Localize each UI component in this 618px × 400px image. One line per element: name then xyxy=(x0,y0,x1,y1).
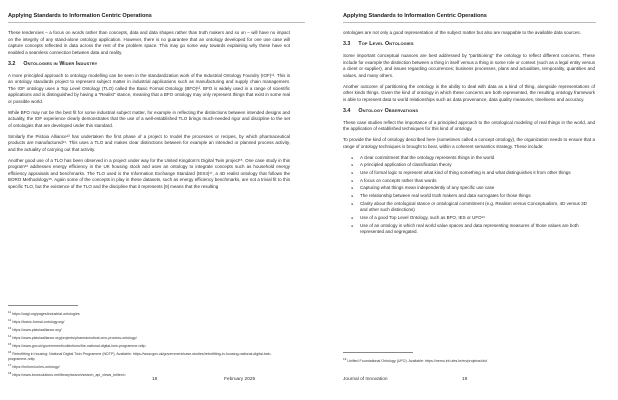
footnote: $^{16}$ Retrofitting in housing: National Digital Twin Programme (NDTP). Available: https://www.gov.uk/government/case-studies/retrofitting-in-housing-national-digital-twin-programme-ndtp xyxy=(8,349,272,362)
footnote: $^{12}$ https://basic-formal-ontology.org/ xyxy=(8,317,65,325)
list-item: ● A principled application of classification theory xyxy=(360,162,595,169)
section-heading xyxy=(343,41,595,48)
right-body-text xyxy=(343,30,595,240)
list-item: ● Use of a good Top Level Ontology, such as BFO, IES or UFO¹⁹ xyxy=(360,215,595,222)
paragraph: While BFO may not be the best fit for some industrial subject matter, for example in reflecting the distinctions between intended designs and actuality, the IOF experience clearly demonstrates that the use of a well-established TLO brings much-needed rigor and discipline to the set of ontologies that are developed under this standard. xyxy=(8,109,290,128)
footnote-link[interactable]: https://hellomi.io/ies-ontology/ xyxy=(12,365,60,370)
footnote-link[interactable]: Retrofitting in housing: National Digital Twin Programme (NDTP). Available: https://www.gov.uk/government/case-studies/retrofitting-in-housing-national-digital-twin-programme-ndtp xyxy=(8,352,272,362)
left-body-text xyxy=(8,30,290,195)
right-page xyxy=(309,0,618,400)
footnote: $^{14}$ https://www.pistoiaalliance.org/projects/pharmaceutical-cmc-process-ontology/ xyxy=(8,333,137,341)
list-item: ● Use of an ontology in which real world value spaces and data representing measures of those values are both represented and segregated. xyxy=(360,223,595,236)
paragraph: Another good use of a TLO has been observed in a project under way for the United Kingdom's Digital Twin project¹⁵. One case study in this program¹⁶ addresses energy efficiency in the UK housing stock and uses an ontology to integrate concepts such as household energy efficiency appraisals and benchmarks. The TLO used is the Information Exchange Standard (IES4)¹⁷, a 4D realist ontology that follows the BORO Methodology¹⁸. Again some of the concepts in play in these datasets, such as energy efficiency benchmarks, are not a trivial fit to this specific TLO, but the existence of the TLO and the discipline that it represents [9] means that the resulting xyxy=(8,157,290,189)
footer-date: February 2025 xyxy=(224,377,256,382)
list-item: ● Capturing what things mean independently of any specific use case xyxy=(360,185,595,192)
bullet-list xyxy=(343,155,595,236)
paragraph: To provide the kind of ontology described here (sometimes called a concept ontology), the organization needs to ensure that a range of ontology techniques is brought to bear, within a coherent semantics strategy. These include: xyxy=(343,137,595,149)
section-number: 3.2 xyxy=(8,60,16,67)
footnotes xyxy=(343,357,595,365)
paragraph: ontologies are not only a good representation of the subject matter but also are mappable to the available data sources. xyxy=(343,30,581,35)
footnote-link[interactable]: https://oagi.org/pages/industrial-ontologies xyxy=(12,312,80,317)
footnote: $^{13}$ https://www.pistoiaalliance.org/ xyxy=(8,325,62,333)
paragraph: These case studies reflect the importance of a principled approach to the ontological modeling of real things in the world, and the application of established techniques for this kind of ontology. xyxy=(343,119,595,131)
paragraph: A more principled approach to ontology modelling can be seen in the standardization work of the Industrial Ontology Foundry (IOF)¹¹. This is an ontology standards project to represent subject matter in industrial applications such as manufacturing and supply chain management. The IOF ontology uses a Top Level Ontology (TLO) called the Basic Formal Ontology (BFO)¹². BFO is widely used in a range of scientific applications and is distinguished by having a "Realist" stance, meaning that a BFO ontology may only represent things that exist in some real or possible world. xyxy=(8,72,290,104)
section-title: Ontologies in Wider Industry xyxy=(23,60,98,67)
footer-journal: Journal of Innovation xyxy=(343,377,388,382)
footnote-link[interactable]: https://www.pistoiaalliance.org/projects/pharmaceutical-cmc-process-ontology/ xyxy=(12,336,137,341)
running-head: Applying Standards to Information Centric Operations xyxy=(343,13,487,19)
section-number: 3.4 xyxy=(343,107,351,114)
footnote-rule xyxy=(343,352,413,353)
section-title: Ontology Observations xyxy=(358,107,419,114)
footnote-link[interactable]: https://www.borosolutions.net/library/search/search_api_views_fulltext= xyxy=(12,373,126,378)
page-number: 19 xyxy=(462,377,468,382)
footnote: $^{15}$ https://www.gov.uk/government/collections/the-national-digital-twin-programme-ndtp xyxy=(8,341,146,349)
list-item: ● A focus on concepts rather than words xyxy=(360,178,595,185)
list-item: ● Clarity about the ontological stance or ontological commitment (e.g. Realism versus Conceptualism, 4D versus 3D and other such distinctions) xyxy=(360,201,595,214)
footnote: $^{19}$ Unified Foundational Ontology (UFO). Available: https://nemo.inf.ufes.br/en/projetos/ufo/ xyxy=(343,357,488,364)
footnote: $^{17}$ https://hellomi.io/ies-ontology/ xyxy=(8,362,60,370)
section-heading xyxy=(343,108,595,115)
list-item: ● A clear commitment that the ontology represents things in the world xyxy=(360,155,595,162)
paragraph: Similarly the Pistoia Alliance¹³ has undertaken the first phase of a project to model the processes or recipes, by which pharmaceutical products are manufactured¹⁴. This uses a TLO and makes clear distinctions between for example an intended or planned process activity, and the actuality of carrying out that activity. xyxy=(8,133,290,152)
list-item: ● Use of formal logic to represent what kind of thing something is and what distinguishes it from other things xyxy=(360,170,595,177)
section-title: Top Level Ontologies xyxy=(358,41,414,47)
footnote: $^{18}$ https://www.borosolutions.net/library/search/search_api_views_fulltext= xyxy=(8,370,126,378)
section-number: 3.3 xyxy=(343,41,351,47)
section-heading xyxy=(8,61,290,68)
footnote-link[interactable]: Unified Foundational Ontology (UFO). Available: https://nemo.inf.ufes.br/en/projetos/ufo/ xyxy=(347,359,488,364)
footnote: $^{11}$ https://oagi.org/pages/industrial-ontologies xyxy=(8,310,80,317)
paragraph: Some important conceptual nuances are best addressed by "partitioning" the ontology to reflect different concerns. These include for example the distinction between a thing in itself versus a thing in some role or context (such as a legal entity versus a client or supplier), and issues regarding occurrences; business processes, plans and actualities, temporality, quantities and values, and many others. xyxy=(343,53,595,78)
footnotes xyxy=(8,310,278,379)
header-rule xyxy=(8,22,305,23)
footnote-link[interactable]: https://www.pistoiaalliance.org/ xyxy=(12,328,62,333)
footnote-rule xyxy=(8,305,78,306)
page-number: 18 xyxy=(152,377,158,382)
list-item: ● The relationship between real world truth makers and data surrogates for those things xyxy=(360,193,595,200)
paragraph: Another outcome of partitioning the ontology is the ability to deal with data as a kind of thing, alongside representations of other kinds things. Given the kind of ontology in which these concerns are both represented, the resulting ontology framework is able to represent data to world relationships such as data provenance, data quality measures, timeliness and accuracy. xyxy=(343,83,595,102)
footnote-link[interactable]: https://www.gov.uk/government/collections/the-national-digital-twin-programme-ndtp xyxy=(12,344,146,349)
footnote-link[interactable]: https://basic-formal-ontology.org/ xyxy=(12,320,65,325)
paragraph: These tendencies – a focus on words rather than concepts, data and data shapes rather than truth makers and so on – will have no impact on the integrity of any stand-alone ontology application. However, there is no guarantee that an ontology developed for one use case will capture concepts reflected in data across the rest of the problem space. This may go some way towards explaining why these have not enabled a seamless connection between data and reality. xyxy=(8,30,290,55)
running-head: Applying Standards to Information Centric Operations xyxy=(8,13,152,19)
header-rule xyxy=(343,22,596,23)
